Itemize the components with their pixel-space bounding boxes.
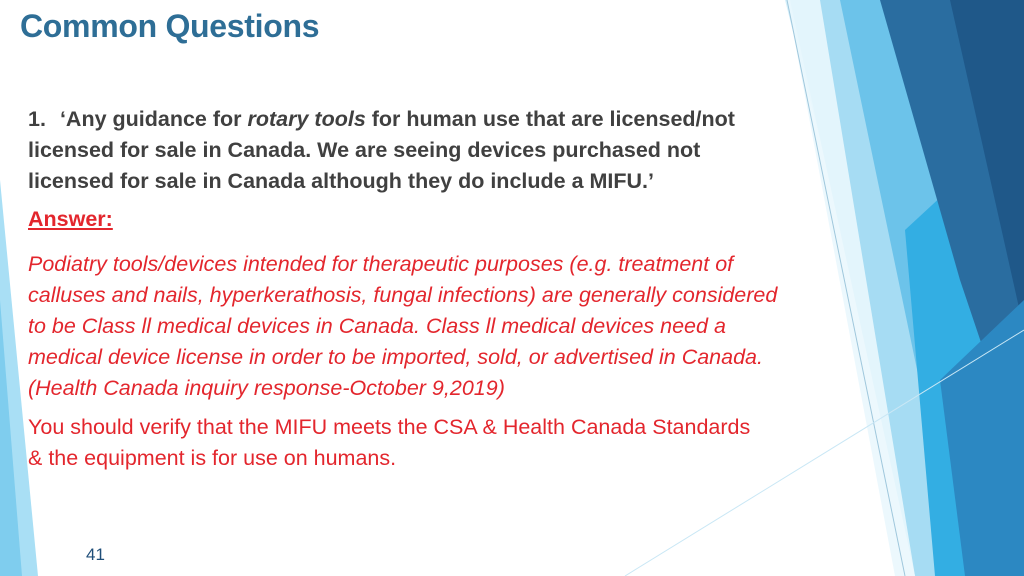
answer-label: Answer:	[28, 207, 113, 231]
question-text-after: for human use that are licensed/not licensed for sale in Canada. We are seeing devices purchased not licensed for sale in Canada although they do include a MIFU.’	[28, 107, 735, 193]
question-text-before: ‘Any guidance for	[59, 107, 248, 131]
question-number: 1.	[28, 107, 46, 131]
question-emphasis: rotary tools	[247, 107, 366, 131]
answer-text: Podiatry tools/devices intended for therapeutic purposes (e.g. treatment of calluses and nails, hyperkerathosis, fungal infections) are generally considered to be Class ll medical devices in Canada. Class ll medical devices need a medical device license in order to be imported, sold, or advertised in Canada. (Health Canada inquiry response-October 9,2019)	[28, 252, 778, 400]
question-text	[28, 104, 788, 197]
page-number: 41	[86, 545, 105, 564]
slide-title: Common Questions	[20, 8, 320, 44]
verify-text: You should verify that the MIFU meets the CSA & Health Canada Standards & the equipment is for use on humans.	[28, 415, 751, 470]
